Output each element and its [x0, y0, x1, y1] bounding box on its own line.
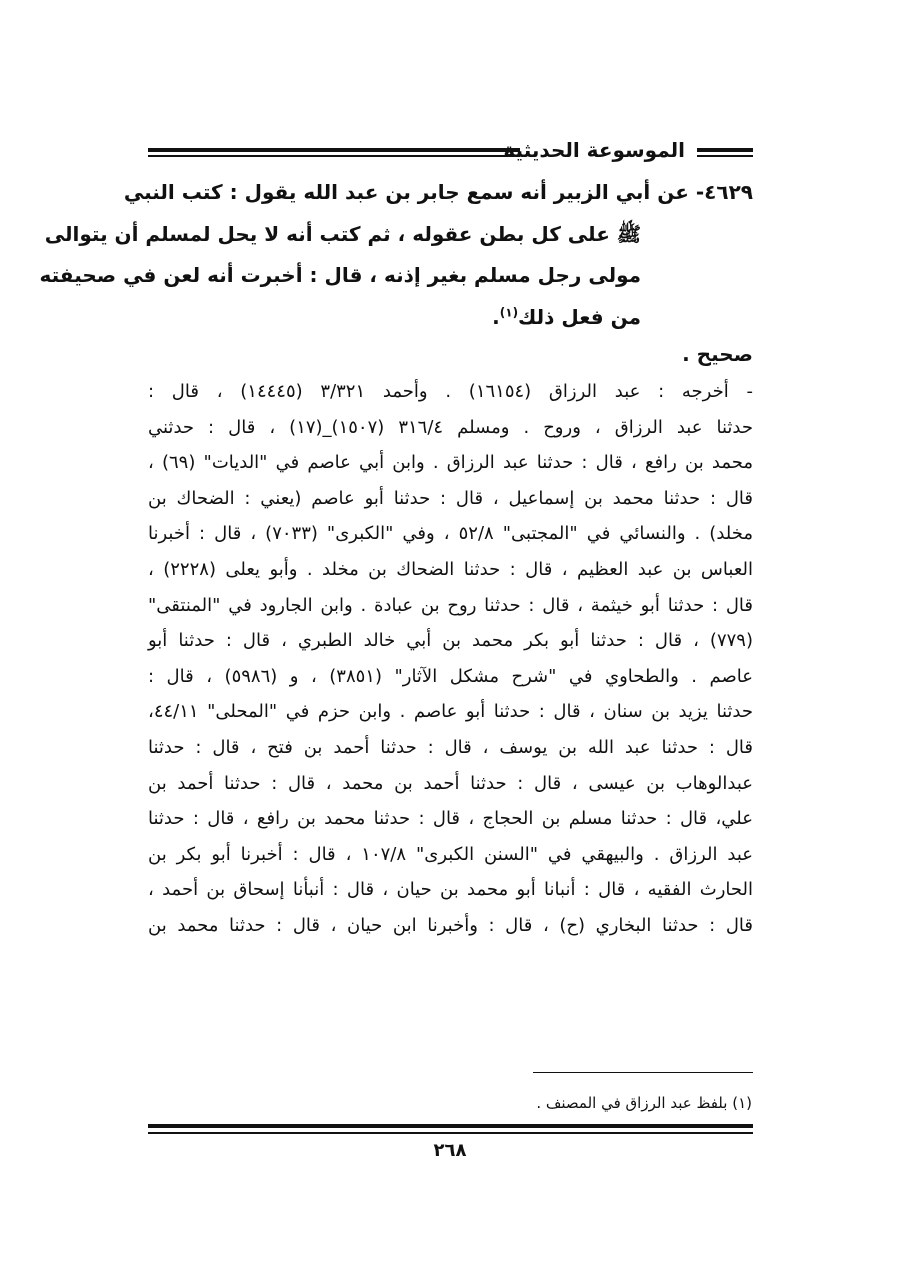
takhrij-line: العباس بن عبد العظيم ، قال : حدثنا الضحاك بن مخلد . وأبو يعلى (٢٢٢٨) ،	[148, 558, 753, 580]
hadith-line-end: .	[492, 304, 500, 329]
hadith-line: ﷺ على كل بطن عقوله ، ثم كتب أنه لا يحل لمسلم أن يتوالى	[44, 221, 641, 246]
hadith-line-text: من فعل ذلك	[518, 304, 641, 329]
hadith-line: مولى رجل مسلم بغير إذنه ، قال : أخبرت أنه لعن في صحيفته	[39, 263, 641, 287]
takhrij-line: قال : حدثنا عبد الله بن يوسف ، قال : حدثنا أحمد بن فتح ، قال : حدثنا	[148, 736, 753, 758]
footnote-marker: (١)	[499, 304, 519, 319]
takhrij-line: علي، قال : حدثنا مسلم بن الحجاج ، قال : حدثنا محمد بن رافع ، قال : حدثنا	[148, 808, 753, 830]
takhrij-line: عبد الرزاق . والبيهقي في "السنن الكبرى" ١٠٧/٨ ، قال : أخبرنا أبو بكر بن	[148, 843, 753, 865]
header-title: الموسوعة الحديثية	[503, 138, 685, 162]
takhrij-line: قال : حدثنا محمد بن إسماعيل ، قال : حدثنا أبو عاصم (يعني : الضحاك بن	[148, 487, 753, 509]
takhrij-text	[148, 374, 753, 944]
hadith-last-line	[148, 297, 753, 339]
takhrij-line: حدثنا يزيد بن سنان ، قال : حدثنا أبو عاصم . وابن حزم في "المحلى" ٤٤/١١،	[148, 701, 753, 723]
running-header	[148, 138, 753, 168]
footnote-text: (١) بلفظ عبد الرزاق في المصنف .	[536, 1094, 752, 1112]
hadith-line: ٤٦٢٩- عن أبي الزبير أنه سمع جابر بن عبد الله يقول : كتب النبي	[123, 180, 753, 204]
takhrij-line: عاصم . والطحاوي في "شرح مشكل الآثار" (٣٨٥١) ، و (٥٩٨٦) ، قال :	[148, 665, 754, 687]
takhrij-line: حدثنا عبد الرزاق ، وروح . ومسلم ٣١٦/٤ (١٥٠٧)_(١٧) ، قال : حدثني	[148, 416, 753, 438]
takhrij-line: عبدالوهاب بن عيسى ، قال : حدثنا أحمد بن محمد ، قال : حدثنا أحمد بن	[148, 772, 753, 794]
page-number: ٢٦٨	[433, 1140, 467, 1161]
bottom-rule	[148, 1124, 753, 1134]
header-rule-left	[148, 148, 520, 157]
takhrij-line: محمد بن رافع ، قال : حدثنا عبد الرزاق . وابن أبي عاصم في "الديات" (٦٩) ،	[148, 452, 753, 474]
takhrij-line: مخلد) . والنسائي في "المجتبى" ٥٢/٨ ، وفي "الكبرى" (٧٠٣٣) ، قال : أخبرنا	[148, 523, 753, 545]
takhrij-line: قال : حدثنا البخاري (ح) ، قال : وأخبرنا ابن حيان ، قال : حدثنا محمد بن	[148, 914, 753, 936]
takhrij-line: (٧٧٩) ، قال : حدثنا أبو بكر محمد بن أبي خالد الطبري ، قال : حدثنا أبو	[148, 630, 753, 652]
takhrij-line: قال : حدثنا أبو خيثمة ، قال : حدثنا روح بن عبادة . وابن الجارود في "المنتقى"	[148, 594, 753, 616]
hadith-text	[39, 172, 753, 338]
hadith-grade: صحيح .	[682, 342, 753, 366]
takhrij-line: - أخرجه : عبد الرزاق (١٦١٥٤) . وأحمد ٣/٣٢١ (١٤٤٤٥) ، قال :	[148, 381, 753, 402]
takhrij-line: الحارث الفقيه ، قال : أنبانا أبو محمد بن حيان ، قال : أنبأنا إسحاق بن أحمد ،	[148, 879, 753, 901]
header-rule-right	[697, 148, 753, 157]
footnote-separator	[533, 1072, 753, 1073]
